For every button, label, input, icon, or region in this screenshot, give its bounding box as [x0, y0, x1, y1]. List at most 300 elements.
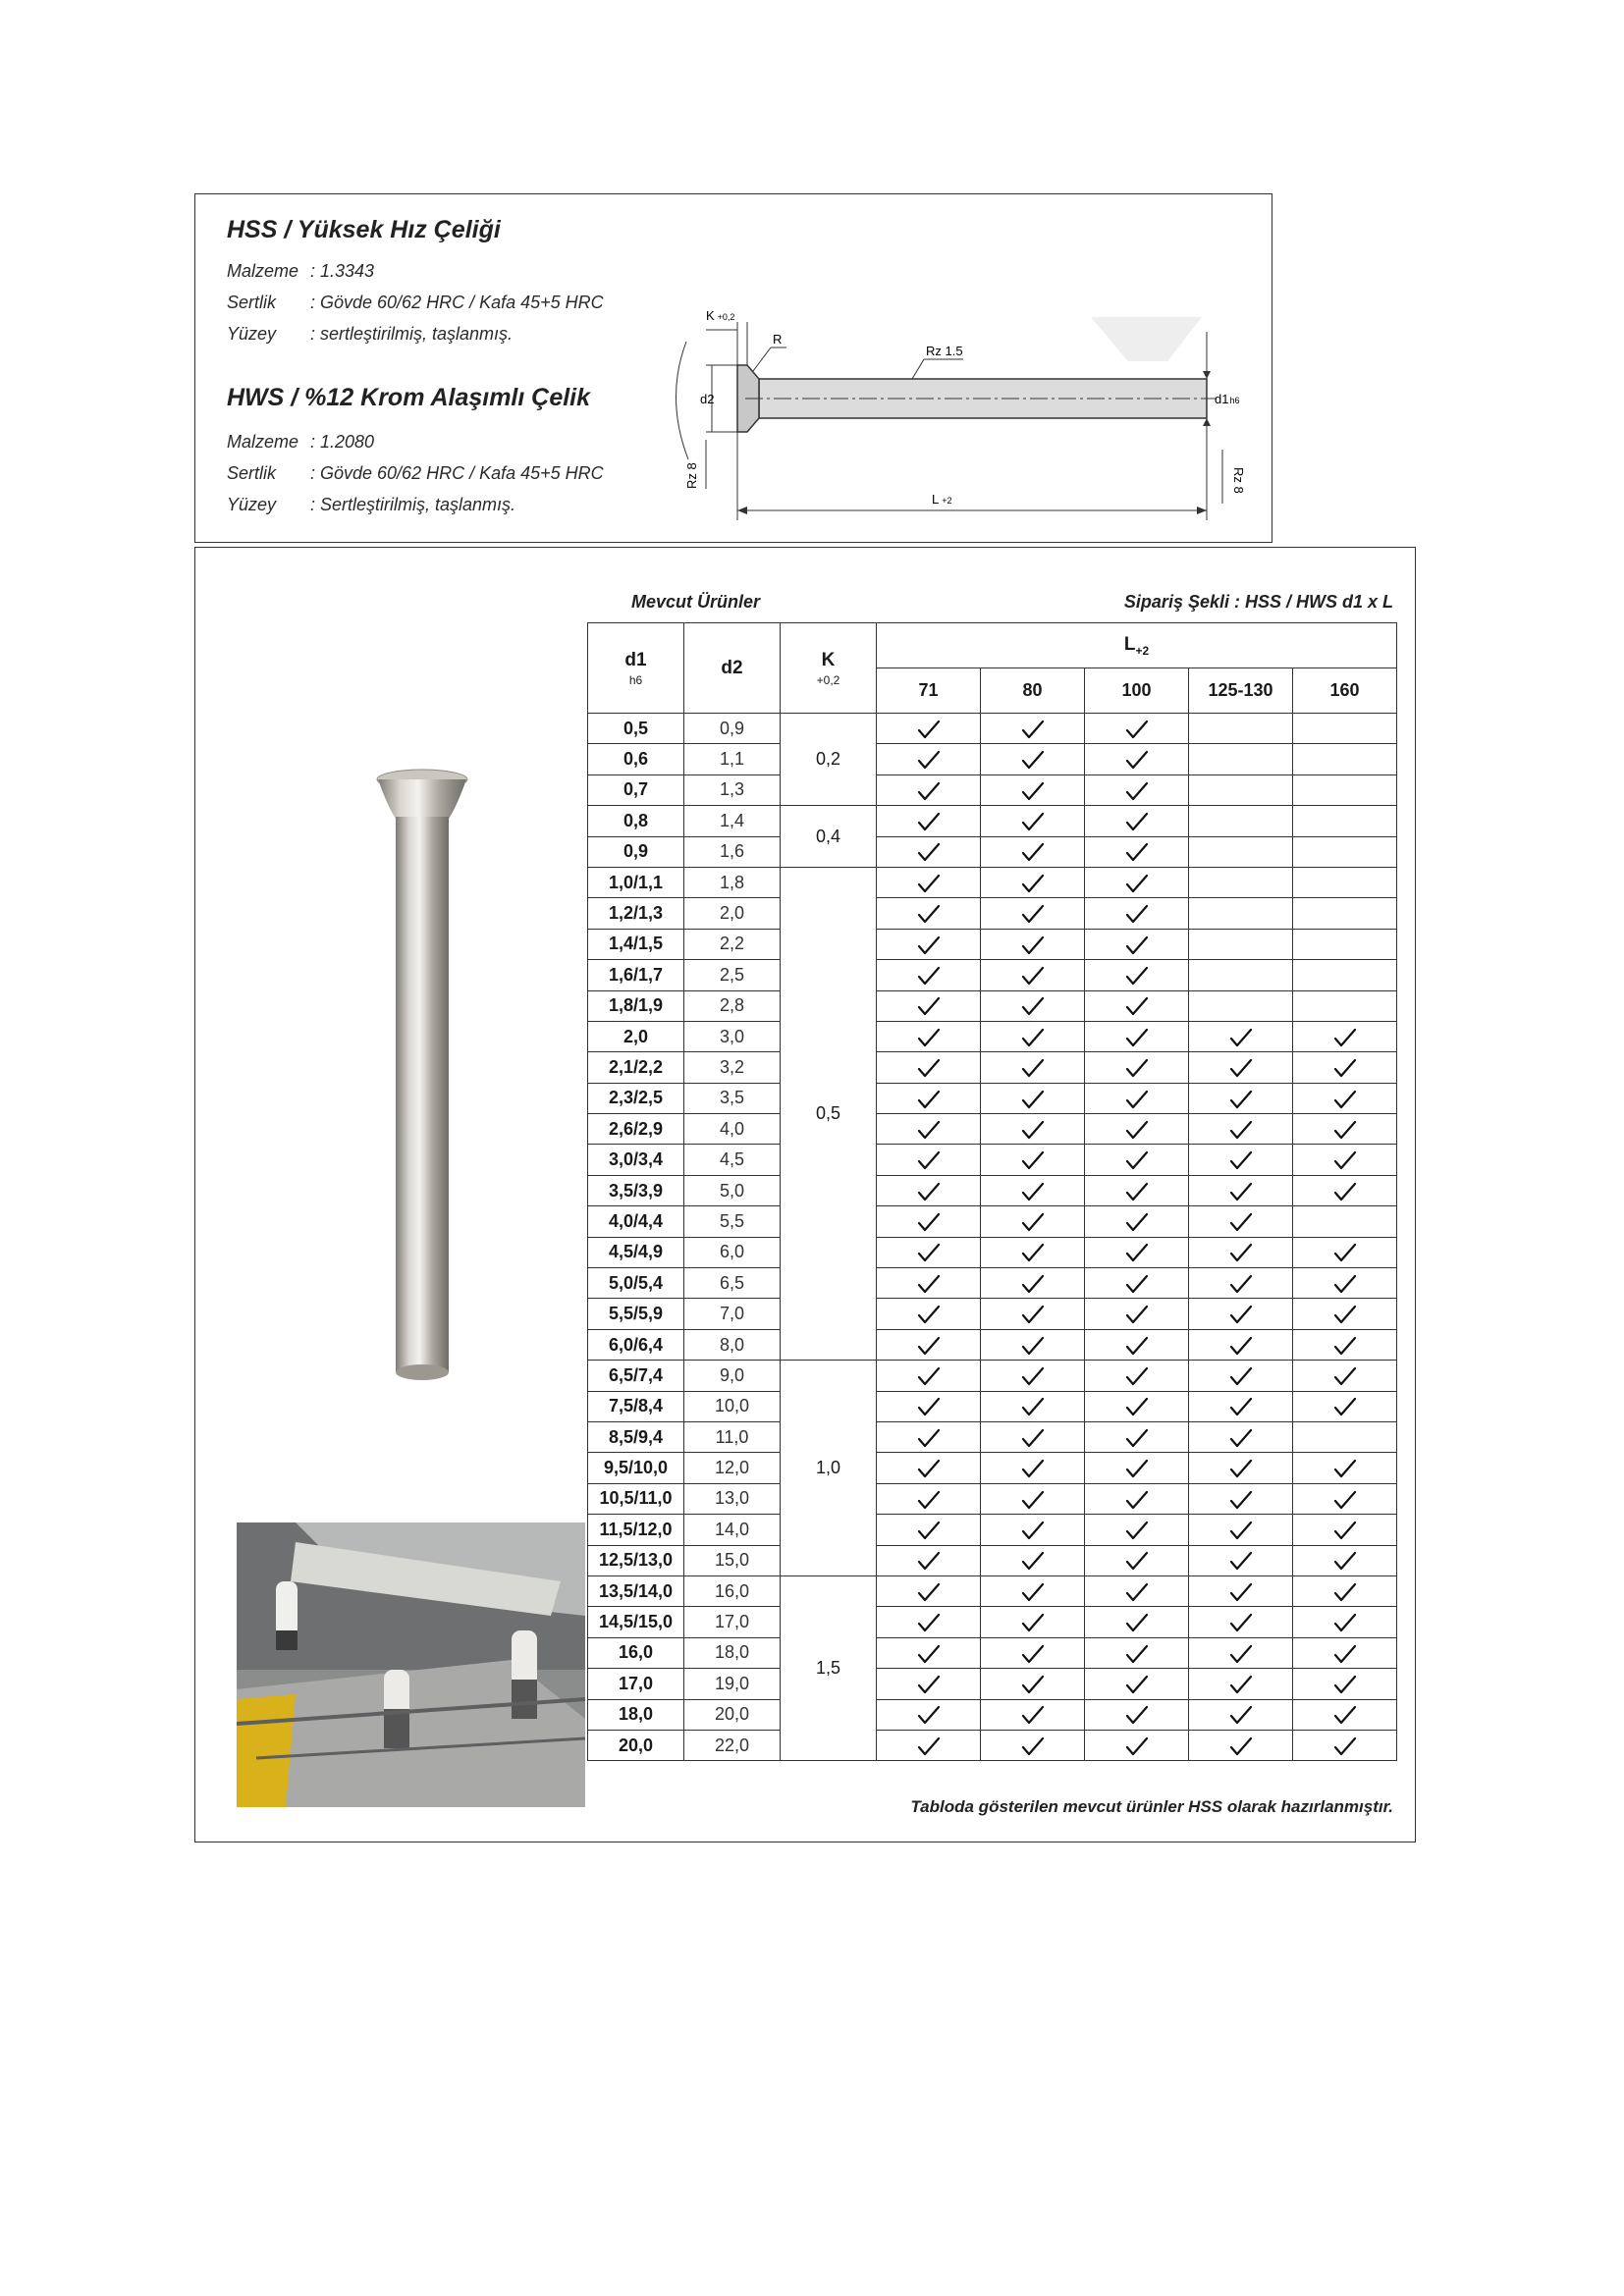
check-mark-icon	[1021, 1212, 1045, 1232]
availability-cell	[1085, 714, 1189, 744]
check-mark-icon	[1125, 1028, 1149, 1047]
availability-cell	[1085, 1607, 1189, 1637]
check-mark-icon	[1125, 966, 1149, 986]
availability-cell	[1085, 1453, 1189, 1483]
check-mark-icon	[917, 996, 941, 1016]
table-row	[588, 1329, 1397, 1360]
availability-cell	[1293, 836, 1397, 867]
table-row	[588, 1637, 1397, 1668]
spec-value: : Sertleştirilmiş, taşlanmış.	[310, 495, 516, 514]
availability-cell	[1085, 960, 1189, 990]
availability-cell	[1085, 1545, 1189, 1575]
availability-cell	[1293, 898, 1397, 929]
availability-cell	[1293, 929, 1397, 959]
availability-cell	[1189, 1515, 1293, 1545]
check-mark-icon	[1021, 1182, 1045, 1201]
check-mark-icon	[1229, 1058, 1253, 1078]
check-mark-icon	[1021, 874, 1045, 893]
availability-cell	[1293, 1145, 1397, 1175]
d2-cell: 3,5	[684, 1083, 781, 1113]
check-mark-icon	[1125, 1150, 1149, 1170]
check-mark-icon	[1125, 935, 1149, 955]
check-mark-icon	[1333, 1120, 1357, 1140]
d1-cell: 2,3/2,5	[588, 1083, 684, 1113]
availability-cell	[1189, 1237, 1293, 1267]
availability-cell	[1189, 1083, 1293, 1113]
availability-cell	[1293, 806, 1397, 836]
k-cell: 0,4	[781, 806, 877, 868]
d2-cell: 0,9	[684, 714, 781, 744]
d2-cell: 19,0	[684, 1669, 781, 1699]
availability-cell	[1293, 1483, 1397, 1514]
d1-cell: 5,5/5,9	[588, 1299, 684, 1329]
availability-cell	[877, 836, 981, 867]
availability-cell	[877, 1083, 981, 1113]
availability-cell	[877, 1545, 981, 1575]
d1-cell: 18,0	[588, 1699, 684, 1730]
d2-cell: 20,0	[684, 1699, 781, 1730]
check-mark-icon	[1125, 1212, 1149, 1232]
availability-cell	[877, 1329, 981, 1360]
d2-cell: 14,0	[684, 1515, 781, 1545]
d1-cell: 13,5/14,0	[588, 1575, 684, 1606]
availability-cell	[981, 898, 1085, 929]
d1-cell: 2,0	[588, 1021, 684, 1051]
check-mark-icon	[1021, 1428, 1045, 1448]
table-row	[588, 1361, 1397, 1391]
check-mark-icon	[1125, 1675, 1149, 1694]
availability-cell	[1189, 774, 1293, 805]
availability-cell	[877, 1483, 981, 1514]
availability-cell	[1293, 1391, 1397, 1421]
check-mark-icon	[1333, 1551, 1357, 1571]
check-mark-icon	[1021, 1613, 1045, 1632]
check-mark-icon	[1021, 1736, 1045, 1756]
d2-cell: 3,0	[684, 1021, 781, 1051]
availability-cell	[1293, 1669, 1397, 1699]
d1-cell: 1,6/1,7	[588, 960, 684, 990]
d2-cell: 9,0	[684, 1361, 781, 1391]
availability-cell	[877, 1052, 981, 1083]
check-mark-icon	[1333, 1459, 1357, 1478]
availability-cell	[877, 1607, 981, 1637]
spec-label: Sertlik	[227, 463, 277, 483]
availability-cell	[981, 1669, 1085, 1699]
availability-cell	[981, 1145, 1085, 1175]
availability-cell	[1189, 1575, 1293, 1606]
spec-value: : sertleştirilmiş, taşlanmış.	[310, 324, 514, 344]
check-mark-icon	[917, 1058, 941, 1078]
check-mark-icon	[1229, 1120, 1253, 1140]
availability-cell	[1085, 1206, 1189, 1237]
table-row	[588, 806, 1397, 836]
check-mark-icon	[1125, 1305, 1149, 1324]
availability-cell	[1189, 1206, 1293, 1237]
table-row	[588, 1515, 1397, 1545]
hws-title: HWS / %12 Krom Alaşımlı Çelik	[227, 384, 591, 411]
check-mark-icon	[1125, 874, 1149, 893]
check-mark-icon	[1021, 1551, 1045, 1571]
table-row	[588, 1145, 1397, 1175]
check-mark-icon	[1021, 1675, 1045, 1694]
table-row	[588, 898, 1397, 929]
hss-title: HSS / Yüksek Hız Çeliği	[227, 216, 501, 243]
check-mark-icon	[1229, 1243, 1253, 1262]
availability-cell	[1085, 1268, 1189, 1299]
availability-cell	[1189, 1545, 1293, 1575]
check-mark-icon	[1021, 1582, 1045, 1602]
availability-cell	[1293, 1453, 1397, 1483]
table-row	[588, 1052, 1397, 1083]
availability-cell	[981, 1206, 1085, 1237]
availability-cell	[981, 1575, 1085, 1606]
table-row	[588, 1114, 1397, 1145]
check-mark-icon	[917, 1459, 941, 1478]
availability-cell	[1293, 1114, 1397, 1145]
d1-cell: 9,5/10,0	[588, 1453, 684, 1483]
availability-cell	[1085, 1052, 1189, 1083]
check-mark-icon	[1021, 1120, 1045, 1140]
d2-cell: 1,1	[684, 744, 781, 774]
table-row	[588, 1175, 1397, 1205]
d2-cell: 8,0	[684, 1329, 781, 1360]
availability-cell	[1189, 929, 1293, 959]
d1-cell: 14,5/15,0	[588, 1607, 684, 1637]
check-mark-icon	[917, 935, 941, 955]
availability-cell	[877, 960, 981, 990]
head-angle-arc	[676, 342, 688, 459]
availability-cell	[981, 1391, 1085, 1421]
check-mark-icon	[1021, 720, 1045, 739]
check-mark-icon	[1125, 1366, 1149, 1386]
availability-cell	[981, 714, 1085, 744]
availability-cell	[1293, 774, 1397, 805]
d1-cell: 6,0/6,4	[588, 1329, 684, 1360]
spec-label: Malzeme	[227, 261, 299, 281]
check-mark-icon	[1333, 1150, 1357, 1170]
availability-cell	[1293, 1361, 1397, 1391]
d1-cell: 10,5/11,0	[588, 1483, 684, 1514]
check-mark-icon	[1021, 1243, 1045, 1262]
availability-cell	[1189, 1421, 1293, 1452]
availability-cell	[1293, 1268, 1397, 1299]
availability-cell	[877, 1453, 981, 1483]
availability-cell	[1189, 1453, 1293, 1483]
check-mark-icon	[1333, 1366, 1357, 1386]
check-mark-icon	[1021, 904, 1045, 924]
d1-cell: 0,9	[588, 836, 684, 867]
availability-cell	[877, 1021, 981, 1051]
availability-cell	[1085, 1391, 1189, 1421]
length-col-header: 125-130	[1189, 668, 1293, 714]
d2-cell: 1,6	[684, 836, 781, 867]
availability-cell	[877, 714, 981, 744]
availability-cell	[981, 1021, 1085, 1051]
length-header: $L_{+2}$	[877, 623, 1397, 668]
availability-cell	[981, 1329, 1085, 1360]
check-mark-icon	[1125, 720, 1149, 739]
ejector-pin-photo	[368, 768, 476, 1386]
check-mark-icon	[1229, 1212, 1253, 1232]
check-mark-icon	[1333, 1058, 1357, 1078]
availability-cell	[1293, 1175, 1397, 1205]
d1-cell: 4,5/4,9	[588, 1237, 684, 1267]
availability-cell	[1189, 714, 1293, 744]
check-mark-icon	[1125, 750, 1149, 770]
spec-label: Yüzey	[227, 324, 277, 344]
check-mark-icon	[1125, 1490, 1149, 1510]
check-mark-icon	[1229, 1274, 1253, 1294]
check-mark-icon	[1125, 1705, 1149, 1725]
availability-cell	[981, 1052, 1085, 1083]
availability-cell	[1085, 744, 1189, 774]
check-mark-icon	[1229, 1551, 1253, 1571]
check-mark-icon	[1021, 1058, 1045, 1078]
availability-cell	[1293, 1730, 1397, 1760]
d1-cell: 2,1/2,2	[588, 1052, 684, 1083]
spec-value: : Gövde 60/62 HRC / Kafa 45+5 HRC	[310, 293, 604, 312]
check-mark-icon	[917, 904, 941, 924]
table-row	[588, 1730, 1397, 1760]
check-mark-icon	[917, 1582, 941, 1602]
availability-cell	[1085, 836, 1189, 867]
availability-cell	[981, 1453, 1085, 1483]
check-mark-icon	[1125, 904, 1149, 924]
d2-cell: 15,0	[684, 1545, 781, 1575]
table-row	[588, 836, 1397, 867]
check-mark-icon	[1125, 1551, 1149, 1571]
radius-label: R	[773, 332, 783, 347]
availability-cell	[981, 1421, 1085, 1452]
availability-cell	[1085, 1083, 1189, 1113]
check-mark-icon	[917, 1182, 941, 1201]
check-mark-icon	[1125, 1397, 1149, 1416]
availability-cell	[1189, 990, 1293, 1021]
d2-cell: 1,4	[684, 806, 781, 836]
d2-cell: 1,8	[684, 867, 781, 897]
spec-value: : 1.2080	[310, 432, 375, 452]
check-mark-icon	[1021, 1028, 1045, 1047]
availability-cell	[877, 1268, 981, 1299]
d2-cell: 11,0	[684, 1421, 781, 1452]
availability-cell	[981, 1730, 1085, 1760]
check-mark-icon	[1021, 1644, 1045, 1664]
availability-cell	[981, 1268, 1085, 1299]
check-mark-icon	[1229, 1397, 1253, 1416]
availability-cell	[981, 1637, 1085, 1668]
table-row	[588, 744, 1397, 774]
availability-cell	[877, 898, 981, 929]
availability-cell	[981, 929, 1085, 959]
availability-cell	[1293, 744, 1397, 774]
d2-cell: 6,5	[684, 1268, 781, 1299]
d1-cell: 3,5/3,9	[588, 1175, 684, 1205]
check-mark-icon	[1021, 1150, 1045, 1170]
availability-cell	[1189, 1391, 1293, 1421]
d1-cell: 12,5/13,0	[588, 1545, 684, 1575]
table-row	[588, 1669, 1397, 1699]
availability-cell	[1189, 744, 1293, 774]
d2-cell: 18,0	[684, 1637, 781, 1668]
table-row	[588, 1206, 1397, 1237]
availability-cell	[981, 1699, 1085, 1730]
availability-cell	[1293, 1515, 1397, 1545]
table-row	[588, 1483, 1397, 1514]
d1-cell: 1,8/1,9	[588, 990, 684, 1021]
availability-cell	[1189, 1299, 1293, 1329]
check-mark-icon	[1229, 1366, 1253, 1386]
d2-label: d2	[700, 392, 715, 406]
d1-cell: 4,0/4,4	[588, 1206, 684, 1237]
d1-cell: 16,0	[588, 1637, 684, 1668]
check-mark-icon	[917, 1613, 941, 1632]
availability-cell	[1085, 1021, 1189, 1051]
availability-cell	[877, 1175, 981, 1205]
check-mark-icon	[1229, 1521, 1253, 1540]
availability-cell	[1293, 1052, 1397, 1083]
availability-cell	[1189, 1145, 1293, 1175]
availability-cell	[1293, 1575, 1397, 1606]
d2-cell: 6,0	[684, 1237, 781, 1267]
d1-cell: 1,2/1,3	[588, 898, 684, 929]
check-mark-icon	[1229, 1150, 1253, 1170]
d2-cell: 12,0	[684, 1453, 781, 1483]
availability-cell	[1189, 1268, 1293, 1299]
spec-value: : 1.3343	[310, 261, 375, 281]
check-mark-icon	[1125, 1120, 1149, 1140]
check-mark-icon	[1125, 1428, 1149, 1448]
material-spec-box	[194, 193, 1272, 543]
k-cell: 1,0	[781, 1361, 877, 1576]
availability-cell	[1293, 1206, 1397, 1237]
check-mark-icon	[1229, 1675, 1253, 1694]
d2-cell: 17,0	[684, 1607, 781, 1637]
availability-cell	[981, 990, 1085, 1021]
spec-label: Sertlik	[227, 293, 277, 312]
length-col-header: 71	[877, 668, 981, 714]
check-mark-icon	[917, 1150, 941, 1170]
availability-cell	[1293, 714, 1397, 744]
availability-cell	[981, 1483, 1085, 1514]
check-mark-icon	[1125, 1613, 1149, 1632]
availability-cell	[1189, 806, 1293, 836]
d2-cell: 3,2	[684, 1052, 781, 1083]
d1-cell: 6,5/7,4	[588, 1361, 684, 1391]
check-mark-icon	[917, 1644, 941, 1664]
check-mark-icon	[1021, 1459, 1045, 1478]
k-label: K +0,2	[706, 308, 735, 323]
table-row	[588, 867, 1397, 897]
availability-cell	[981, 1114, 1085, 1145]
check-mark-icon	[1125, 1582, 1149, 1602]
check-mark-icon	[1021, 1397, 1045, 1416]
availability-cell	[1085, 1699, 1189, 1730]
d1-cell: 0,8	[588, 806, 684, 836]
availability-cell	[981, 836, 1085, 867]
press-tool-photo	[237, 1522, 585, 1807]
d1-cell: 1,0/1,1	[588, 867, 684, 897]
d2-cell: 16,0	[684, 1575, 781, 1606]
check-mark-icon	[1333, 1613, 1357, 1632]
availability-cell	[1189, 1329, 1293, 1360]
d1-label: d1h6	[1215, 392, 1240, 406]
availability-cell	[981, 1361, 1085, 1391]
table-row	[588, 1021, 1397, 1051]
check-mark-icon	[1125, 1090, 1149, 1109]
check-mark-icon	[1125, 1736, 1149, 1756]
order-format-caption: Sipariş Şekli : HSS / HWS d1 x L	[1123, 592, 1393, 612]
availability-cell	[1293, 1699, 1397, 1730]
availability-cell	[1293, 867, 1397, 897]
check-mark-icon	[917, 750, 941, 770]
table-row	[588, 1453, 1397, 1483]
roughness-label: Rz 1.5	[926, 344, 963, 358]
availability-cell	[1085, 1421, 1189, 1452]
availability-cell	[877, 1730, 981, 1760]
d1-cell: 0,6	[588, 744, 684, 774]
availability-cell	[877, 1299, 981, 1329]
availability-cell	[1189, 1021, 1293, 1051]
availability-cell	[1085, 1299, 1189, 1329]
availability-cell	[1293, 1421, 1397, 1452]
check-mark-icon	[1333, 1336, 1357, 1356]
check-mark-icon	[1229, 1182, 1253, 1201]
check-mark-icon	[1229, 1490, 1253, 1510]
k-header: K +0,2	[781, 623, 877, 714]
availability-cell	[1189, 1175, 1293, 1205]
d1-cell: 0,5	[588, 714, 684, 744]
availability-cell	[1085, 806, 1189, 836]
table-row	[588, 1699, 1397, 1730]
availability-cell	[1293, 1299, 1397, 1329]
availability-cell	[1085, 774, 1189, 805]
footnote-caption: Tabloda gösterilen mevcut ürünler HSS olarak hazırlanmıştır.	[910, 1797, 1393, 1816]
check-mark-icon	[917, 1120, 941, 1140]
table-row	[588, 1575, 1397, 1606]
availability-cell	[981, 1607, 1085, 1637]
availability-cell	[877, 1391, 981, 1421]
check-mark-icon	[1229, 1613, 1253, 1632]
check-mark-icon	[1125, 1243, 1149, 1262]
check-mark-icon	[1333, 1582, 1357, 1602]
table-row	[588, 1421, 1397, 1452]
d2-cell: 4,0	[684, 1114, 781, 1145]
check-mark-icon	[1333, 1243, 1357, 1262]
availability-cell	[981, 806, 1085, 836]
availability-cell	[877, 1699, 981, 1730]
availability-cell	[1189, 1607, 1293, 1637]
availability-cell	[1085, 1575, 1189, 1606]
check-mark-icon	[917, 1397, 941, 1416]
table-row	[588, 960, 1397, 990]
length-label: L +2	[932, 492, 952, 507]
d2-cell: 1,3	[684, 774, 781, 805]
product-table-box	[194, 547, 1416, 1842]
availability-cell	[981, 1175, 1085, 1205]
availability-cell	[1189, 1052, 1293, 1083]
availability-cell	[1189, 898, 1293, 929]
check-mark-icon	[1333, 1521, 1357, 1540]
table-row	[588, 990, 1397, 1021]
d2-cell: 10,0	[684, 1391, 781, 1421]
d2-cell: 13,0	[684, 1483, 781, 1514]
availability-cell	[981, 867, 1085, 897]
availability-cell	[1085, 1669, 1189, 1699]
table-row	[588, 1607, 1397, 1637]
check-mark-icon	[1021, 1090, 1045, 1109]
check-mark-icon	[1333, 1090, 1357, 1109]
table-row	[588, 1391, 1397, 1421]
